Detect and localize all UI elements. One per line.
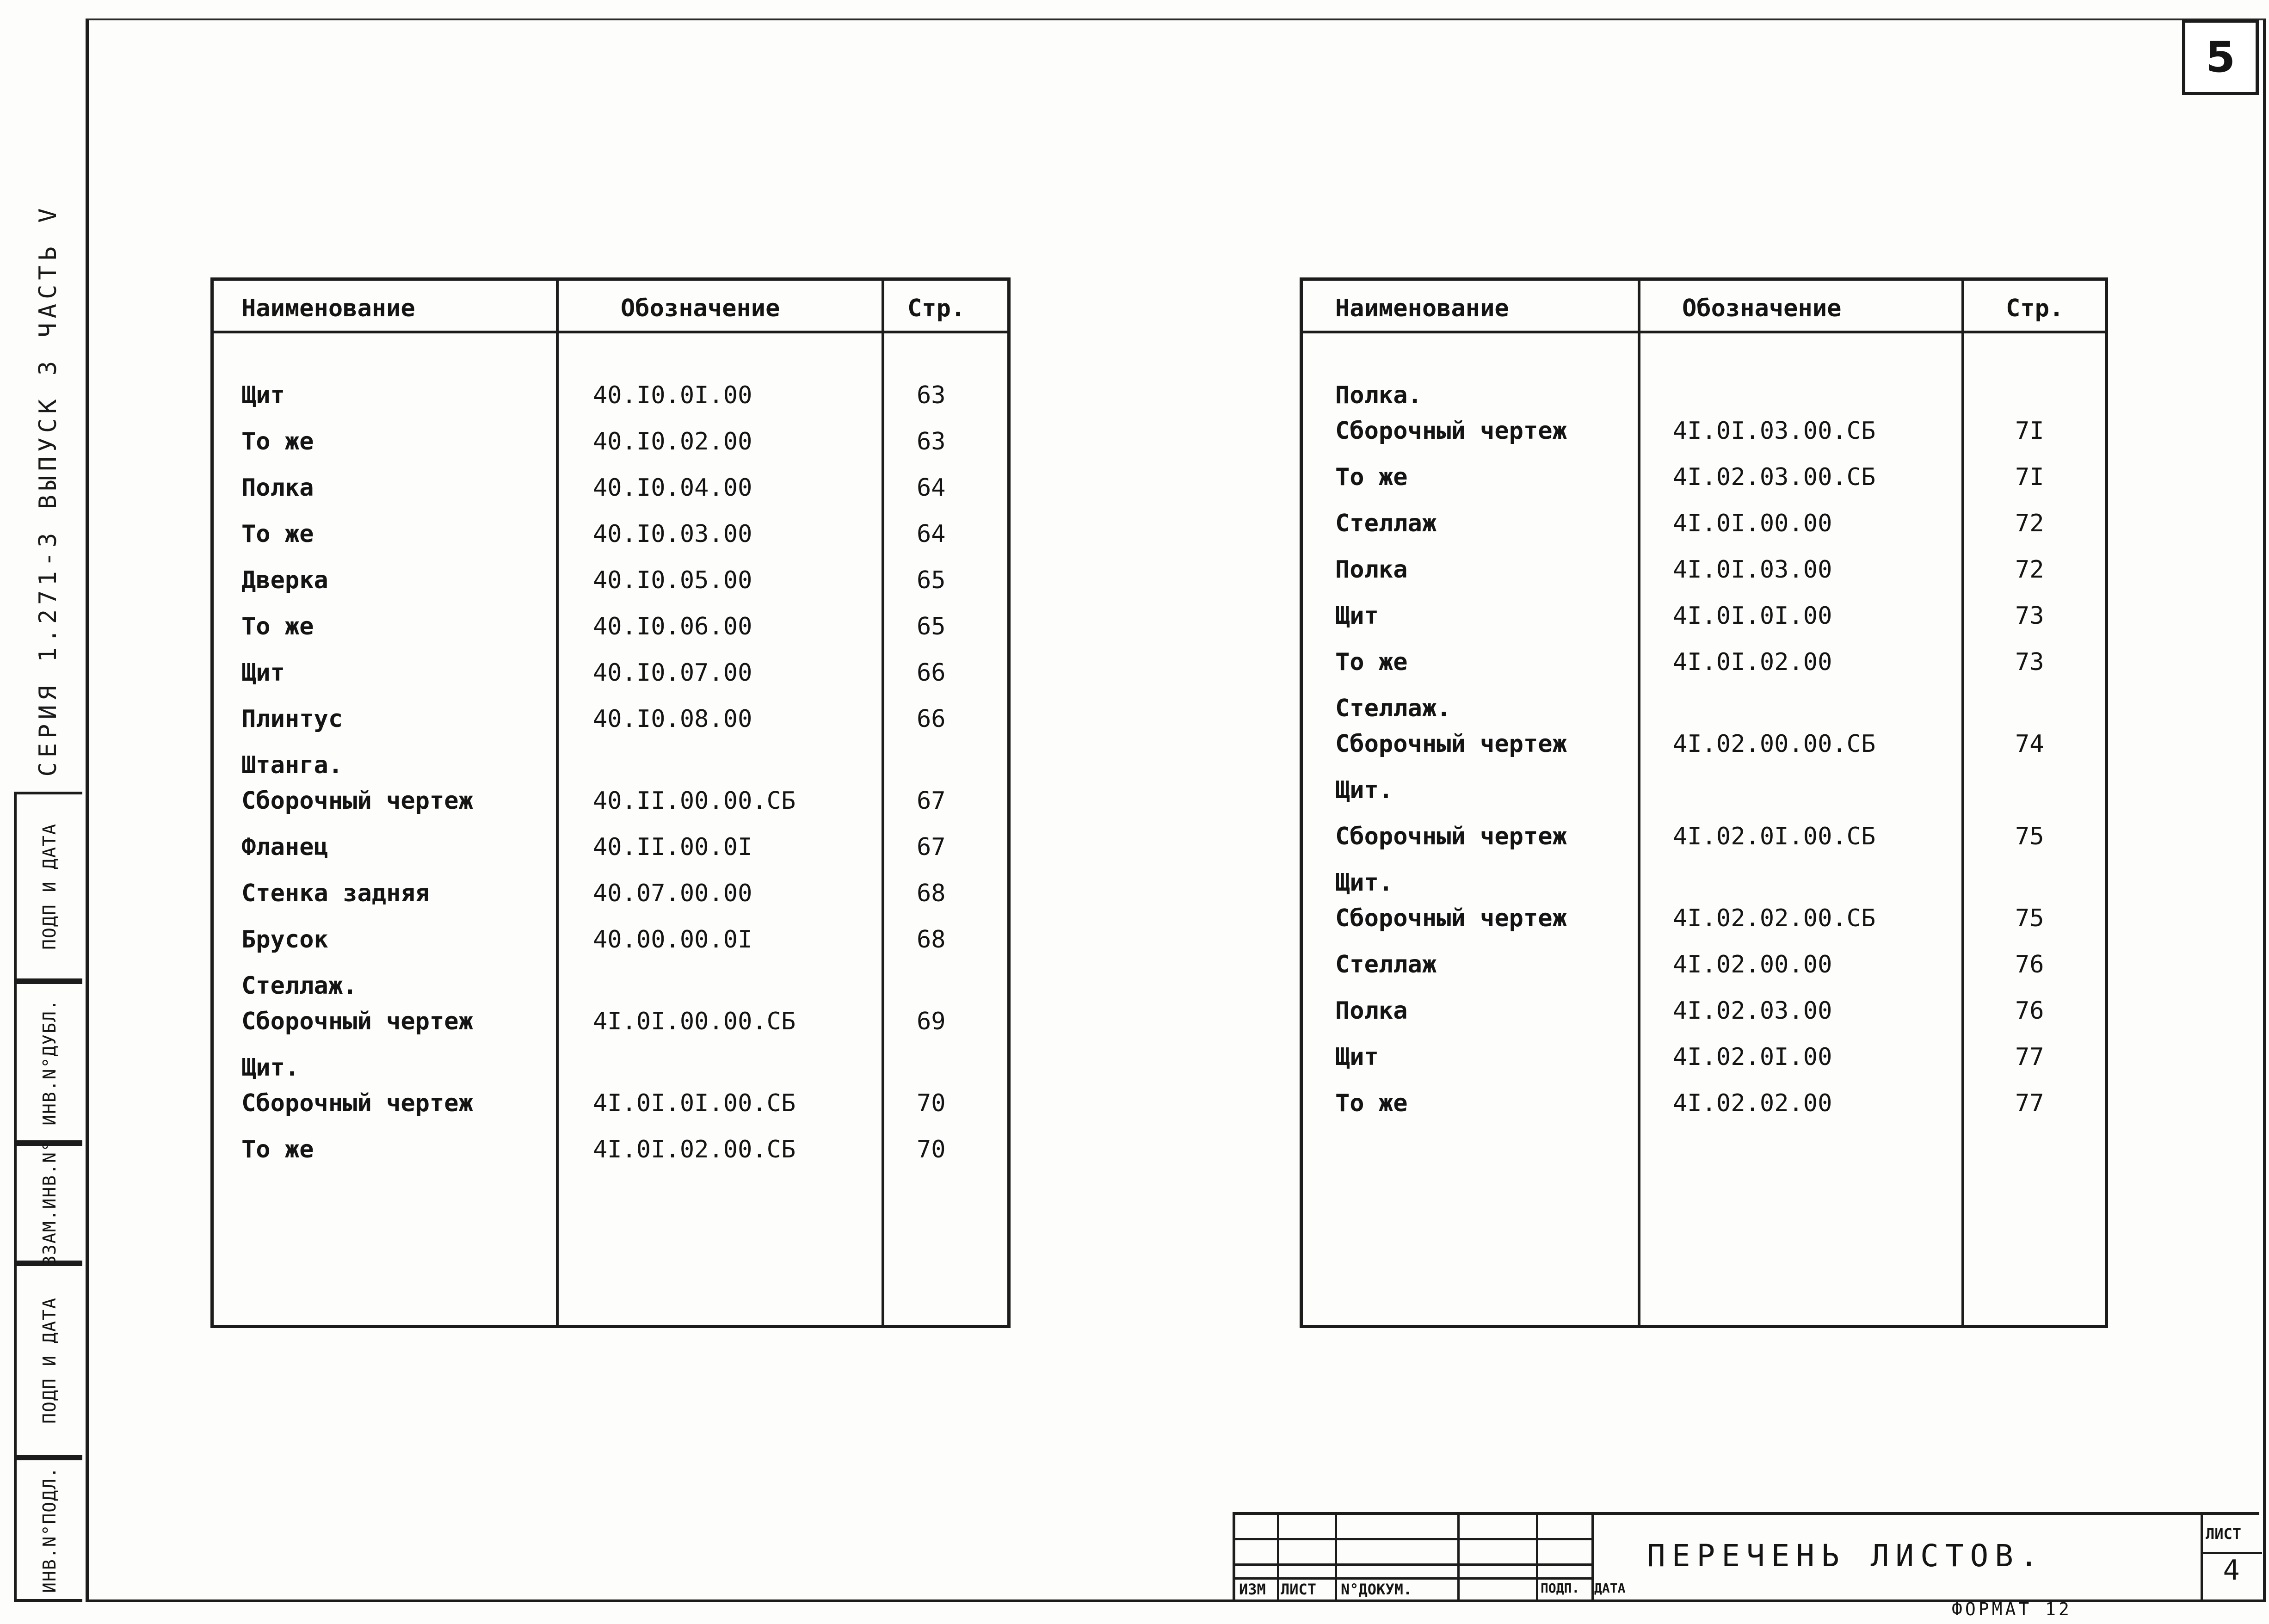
row-page: 77 [2015,1089,2044,1117]
row-name: То же [241,613,314,640]
row-name: Сборочный чертеж [1335,730,1567,758]
row-name: То же [1335,463,1408,491]
row-code: 40.I0.06.00 [593,613,752,640]
tb-sheet-value: 4 [2223,1554,2240,1587]
row-name: Стеллаж. [1335,695,1451,722]
row-page: 76 [2015,997,2044,1025]
stamp-label: ИНВ.N°ПОДЛ. [39,1466,60,1593]
row-page: 66 [917,705,946,733]
stamp-inv-dubl [14,981,82,1143]
row-code: 4I.02.03.00.СБ [1673,463,1876,491]
tb-label-dokum: N°ДОКУМ. [1341,1581,1412,1598]
header-code: Обозначение [621,295,780,322]
series-caption: СЕРИЯ 1.271-3 ВЫПУСК 3 ЧАСТЬ V [34,203,62,777]
header-code: Обозначение [1682,295,1842,322]
row-page: 67 [917,787,946,815]
row-page: 76 [2015,951,2044,978]
row-name: Сборочный чертеж [241,1008,473,1035]
row-name: Щит [1335,602,1379,630]
row-name: Щит. [1335,776,1393,804]
row-page: 7I [2015,463,2044,491]
row-name: Щит [241,659,285,687]
row-code: 4I.0I.0I.00 [1673,602,1832,630]
row-code: 4I.0I.02.00.СБ [593,1136,796,1163]
row-page: 65 [917,613,946,640]
row-page: 65 [917,566,946,594]
row-name: То же [1335,648,1408,676]
row-code: 4I.0I.03.00.СБ [1673,417,1876,445]
row-page: 64 [917,474,946,502]
header-name: Наименование [1335,295,1509,322]
stamp-podp-data-upper [14,792,82,981]
header-page: Стр. [907,295,966,322]
row-code: 40.I0.02.00 [593,428,752,455]
row-code: 4I.0I.00.00 [1673,510,1832,537]
title-block [1233,1512,2259,1600]
row-code: 4I.02.02.00 [1673,1089,1832,1117]
row-code: 4I.02.00.00 [1673,951,1832,978]
row-code: 40.I0.04.00 [593,474,752,502]
row-code: 40.II.00.00.СБ [593,787,796,815]
row-page: 70 [917,1089,946,1117]
row-page: 73 [2015,602,2044,630]
row-code: 40.07.00.00 [593,880,752,907]
tb-label-data: ДАТА [1594,1581,1626,1596]
row-name: Полка [241,474,314,502]
row-name: Щит. [1335,869,1393,897]
row-code: 4I.02.0I.00.СБ [1673,823,1876,850]
stamp-label: ИНВ.N°ДУБЛ. [39,999,60,1126]
row-code: 4I.02.00.00.СБ [1673,730,1876,758]
stamp-label: ПОДП И ДАТА [39,823,60,950]
row-code: 4I.02.0I.00 [1673,1043,1832,1071]
row-code: 40.00.00.0I [593,926,752,953]
row-page: 66 [917,659,946,687]
tb-label-list: ЛИСТ [1281,1581,1317,1598]
stamp-vzam-inv [14,1140,82,1267]
document-title: ПЕРЕЧЕНЬ ЛИСТОВ. [1647,1538,2045,1574]
row-name: Дверка [241,566,328,594]
row-page: 72 [2015,510,2044,537]
row-code: 40.I0.0I.00 [593,381,752,409]
row-name: То же [241,520,314,548]
row-page: 75 [2015,823,2044,850]
row-name: Плинтус [241,705,343,733]
row-page: 68 [917,926,946,953]
header-page: Стр. [2006,295,2064,322]
row-name: Сборочный чертеж [241,1089,473,1117]
row-name: Сборочный чертеж [241,787,473,815]
row-name: Стеллаж. [241,972,358,1000]
row-code: 4I.0I.03.00 [1673,556,1832,584]
row-name: Полка. [1335,381,1422,409]
row-name: То же [241,1136,314,1163]
row-page: 64 [917,520,946,548]
sheet-list-table-right [1300,277,2108,1328]
row-name: То же [241,428,314,455]
row-name: Стеллаж [1335,951,1437,978]
stamp-label: ПОДП И ДАТА [39,1297,60,1424]
row-name: Щит. [241,1054,300,1082]
row-name: Брусок [241,926,328,953]
row-page: 63 [917,428,946,455]
stamp-label: ВЗАМ.ИНВ.N° [39,1140,60,1267]
row-page: 75 [2015,904,2044,932]
stamp-podp-data-lower [14,1263,82,1458]
row-code: 40.I0.03.00 [593,520,752,548]
row-code: 4I.0I.00.00.СБ [593,1008,796,1035]
row-code: 4I.02.02.00.СБ [1673,904,1876,932]
row-page: 69 [917,1008,946,1035]
row-page: 7I [2015,417,2044,445]
tb-sheet-label: ЛИСТ [2206,1525,2242,1543]
row-name: Стенка задняя [241,880,430,907]
row-name: Штанга. [241,751,343,779]
row-page: 72 [2015,556,2044,584]
header-name: Наименование [241,295,415,322]
row-name: Щит [1335,1043,1379,1071]
stamp-inv-podl [14,1458,82,1602]
row-code: 4I.0I.02.00 [1673,648,1832,676]
row-page: 70 [917,1136,946,1163]
row-page: 73 [2015,648,2044,676]
row-name: Фланец [241,833,328,861]
format-note: ФОРМАТ 12 [1952,1599,2072,1619]
row-code: 4I.0I.0I.00.СБ [593,1089,796,1117]
row-page: 74 [2015,730,2044,758]
row-name: Полка [1335,556,1408,584]
row-name: Щит [241,381,285,409]
row-name: Полка [1335,997,1408,1025]
row-page: 68 [917,880,946,907]
row-page: 67 [917,833,946,861]
row-code: 4I.02.03.00 [1673,997,1832,1025]
row-name: Стеллаж [1335,510,1437,537]
row-code: 40.I0.05.00 [593,566,752,594]
row-name: То же [1335,1089,1408,1117]
sheet-number-box: 5 [2182,19,2259,95]
tb-label-podp: ПОДП. [1541,1581,1580,1596]
row-name: Сборочный чертеж [1335,417,1567,445]
row-page: 63 [917,381,946,409]
row-page: 77 [2015,1043,2044,1071]
row-code: 40.I0.07.00 [593,659,752,687]
tb-label-izm: ИЗМ [1239,1581,1266,1598]
row-name: Сборочный чертеж [1335,904,1567,932]
sheet-list-table-left [210,277,1011,1328]
row-name: Сборочный чертеж [1335,823,1567,850]
row-code: 40.II.00.0I [593,833,752,861]
row-code: 40.I0.08.00 [593,705,752,733]
